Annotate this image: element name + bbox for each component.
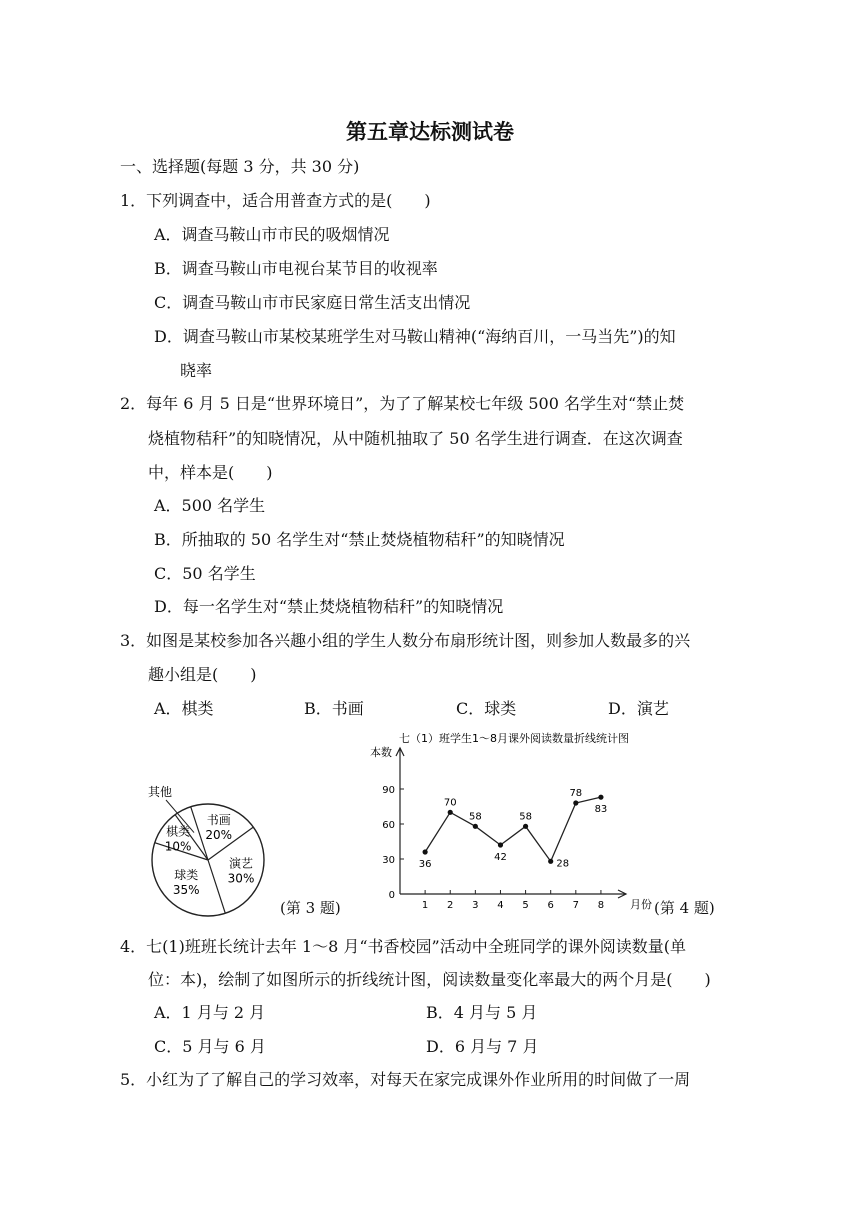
pie-label-4: 棋类	[166, 824, 191, 839]
line-chart	[358, 726, 652, 916]
q3-option-a: A．棋类	[154, 699, 214, 718]
pie-label-5: 其他	[148, 785, 173, 799]
page-title: 第五章达标测试卷	[346, 119, 514, 144]
pie-value-1: 20%	[205, 827, 233, 842]
x-tick-label: 4	[497, 900, 504, 911]
y-tick-label: 30	[382, 855, 395, 866]
q2-stem-line2: 烧植物秸秆”的知晓情况，从中随机抽取了 50 名学生进行调查．在这次调查	[148, 429, 683, 448]
figure-3-caption: (第 3 题)	[280, 899, 341, 917]
x-tick-label: 5	[522, 900, 529, 911]
y-axis-label: 本数	[370, 746, 392, 759]
y-tick-label: 0	[388, 890, 395, 901]
y-tick-label: 60	[382, 820, 395, 831]
q4-stem-line2: 位：本)，绘制了如图所示的折线统计图，阅读数量变化率最大的两个月是( )	[148, 970, 711, 989]
data-label: 36	[418, 859, 432, 870]
q1-option-c: C．调查马鞍山市市民家庭日常生活支出情况	[154, 293, 471, 312]
data-label: 42	[494, 852, 507, 863]
x-tick-label: 8	[597, 900, 605, 911]
y-tick-label: 90	[382, 785, 395, 796]
q1-stem: 1．下列调查中，适合用普查方式的是( )	[120, 191, 431, 210]
data-point	[498, 842, 503, 847]
data-point	[523, 824, 528, 829]
pie-label-3: 球类	[174, 867, 199, 882]
data-label: 58	[468, 811, 482, 823]
data-point	[548, 859, 553, 864]
q1-option-a: A．调查马鞍山市市民的吸烟情况	[154, 225, 390, 244]
x-axis-label: 月份	[630, 898, 652, 911]
data-label: 58	[519, 811, 532, 823]
data-label: 28	[556, 858, 570, 870]
q2-stem-line3: 中，样本是( )	[148, 463, 273, 482]
x-tick-label: 1	[421, 900, 429, 911]
q4-option-a: A．1 月与 2 月	[154, 1003, 266, 1022]
q4-option-d: D．6 月与 7 月	[426, 1037, 539, 1056]
x-tick-label: 3	[472, 900, 479, 911]
x-tick-label: 2	[447, 900, 454, 911]
q1-option-d: D．调查马鞍山市某校某班学生对马鞍山精神(“海纳百川，一马当先”)的知	[154, 327, 676, 346]
q4-option-b: B．4 月与 5 月	[426, 1003, 538, 1022]
q1-option-d-cont: 晓率	[180, 361, 213, 380]
data-point	[423, 849, 428, 854]
data-point	[473, 824, 478, 829]
pie-chart	[140, 778, 290, 918]
q5-stem-line1: 5．小红为了了解自己的学习效率，对每天在家完成课外作业所用的时间做了一周	[120, 1070, 691, 1089]
q3-stem-line1: 3．如图是某校参加各兴趣小组的学生人数分布扇形统计图，则参加人数最多的兴	[120, 631, 691, 650]
data-label: 70	[443, 797, 457, 809]
data-point	[598, 795, 603, 800]
q2-option-c: C．50 名学生	[154, 564, 256, 583]
q2-option-d: D．每一名学生对“禁止焚烧植物秸秆”的知晓情况	[154, 597, 504, 616]
q4-stem-line1: 4．七(1)班班长统计去年 1～8 月“书香校园”活动中全班同学的课外阅读数量(单	[120, 937, 686, 956]
q3-option-c: C．球类	[456, 699, 517, 718]
data-point	[573, 800, 578, 805]
pie-value-3: 35%	[172, 882, 200, 897]
pie-value-2: 30%	[227, 871, 255, 886]
q3-option-b: B．书画	[304, 699, 364, 718]
q2-stem-line1: 2．每年 6 月 5 日是“世界环境日”，为了了解某校七年级 500 名学生对“禁止焚	[120, 394, 685, 413]
q4-option-c: C．5 月与 6 月	[154, 1037, 266, 1056]
pie-label-1: 书画	[206, 812, 231, 827]
q2-option-b: B．所抽取的 50 名学生对“禁止焚烧植物秸秆”的知晓情况	[154, 530, 565, 549]
data-point	[448, 810, 453, 815]
chart-title: 七（1）班学生1～8月课外阅读数量折线统计图	[399, 732, 629, 745]
data-label: 78	[569, 788, 583, 799]
pie-label-2: 演艺	[229, 856, 254, 871]
pie-value-4: 10%	[164, 839, 192, 854]
q1-option-b: B．调查马鞍山市电视台某节目的收视率	[154, 259, 438, 278]
data-label: 83	[594, 804, 608, 816]
q3-stem-line2: 趣小组是( )	[148, 665, 257, 684]
x-tick-label: 6	[547, 900, 554, 911]
section-heading: 一、选择题(每题 3 分，共 30 分)	[120, 157, 360, 176]
x-tick-label: 7	[572, 900, 580, 911]
figure-4-caption: (第 4 题)	[654, 899, 715, 917]
q2-option-a: A．500 名学生	[154, 496, 266, 515]
q3-option-d: D．演艺	[608, 699, 669, 718]
